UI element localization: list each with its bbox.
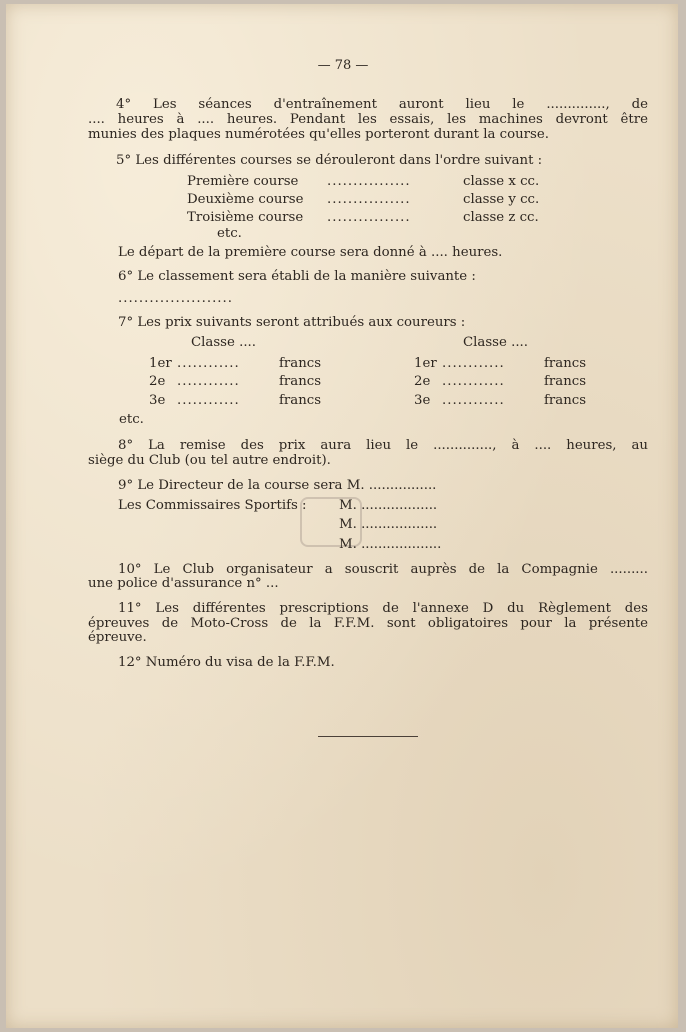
prize-column-header: Classe .... [463, 335, 529, 350]
item4-line1: 4° Les séances d'entraînement auront lieu le .............., de [116, 97, 648, 112]
item10-line1: 10° Le Club organisateur a souscrit auprès de la Compagnie ......... [118, 562, 648, 577]
prize-dots: ............ [442, 374, 505, 389]
commissaire-line: M. ................... [339, 537, 442, 552]
prize-unit: francs [544, 374, 587, 389]
prize-rank: 3e [149, 393, 166, 408]
race-dots: ................ [327, 192, 411, 207]
item7-text: 7° Les prix suivants seront attribués aux coureurs : [118, 315, 466, 330]
prize-rank: 2e [414, 374, 431, 389]
race-dots: ................ [327, 174, 411, 189]
item8-line1: 8° La remise des prix aura lieu le .............., à .... heures, au [118, 438, 648, 453]
closing-rule [318, 736, 418, 737]
prize-unit: francs [544, 393, 587, 408]
race-dots: ................ [327, 210, 411, 225]
prize-dots: ............ [177, 356, 240, 371]
item6-text: 6° Le classement sera établi de la manière suivante : [118, 269, 476, 284]
prize-dots: ............ [177, 393, 240, 408]
race-classe: classe x cc. [463, 174, 540, 189]
item7-etc: etc. [119, 412, 144, 427]
item4-line3: munies des plaques numérotées qu'elles porteront durant la course. [88, 127, 549, 142]
race-classe: classe y cc. [463, 192, 540, 207]
prize-unit: francs [279, 356, 322, 371]
commissaire-line: M. .................. [339, 517, 438, 532]
prize-dots: ............ [442, 356, 505, 371]
item9-directeur: 9° Le Directeur de la course sera M. ................ [118, 478, 437, 493]
prize-rank: 3e [414, 393, 431, 408]
race-name: Première course [187, 174, 299, 189]
item5-depart: Le départ de la première course sera donné à .... heures. [118, 245, 503, 260]
item11-line2: épreuves de Moto-Cross de la F.F.M. sont obligatoires pour la présente [88, 616, 648, 631]
item8-line2: siège du Club (ou tel autre endroit). [88, 453, 331, 468]
item4-line2: .... heures à .... heures. Pendant les essais, les machines devront être [88, 112, 648, 127]
prize-unit: francs [544, 356, 587, 371]
item5-intro: 5° Les différentes courses se dérouleront dans l'ordre suivant : [116, 153, 543, 168]
item12-text: 12° Numéro du visa de la F.F.M. [118, 655, 335, 670]
commissaire-line: M. .................. [339, 498, 438, 513]
item10-line2: une police d'assurance n° ... [88, 576, 279, 591]
race-classe: classe z cc. [463, 210, 539, 225]
race-name: Troisième course [187, 210, 304, 225]
prize-unit: francs [279, 393, 322, 408]
item11-line1: 11° Les différentes prescriptions de l'annexe D du Règlement des [118, 601, 648, 616]
prize-unit: francs [279, 374, 322, 389]
prize-rank: 1er [414, 356, 437, 371]
page-number: — 78 — [317, 58, 369, 73]
race-name: Deuxième course [187, 192, 304, 207]
item6-dots: ...................... [118, 291, 233, 306]
commissaires-label: Les Commissaires Sportifs : [118, 498, 307, 513]
item11-line3: épreuve. [88, 630, 147, 645]
item5-etc: etc. [217, 226, 242, 241]
prize-column-header: Classe .... [191, 335, 257, 350]
prize-dots: ............ [442, 393, 505, 408]
prize-dots: ............ [177, 374, 240, 389]
prize-rank: 1er [149, 356, 172, 371]
prize-rank: 2e [149, 374, 166, 389]
